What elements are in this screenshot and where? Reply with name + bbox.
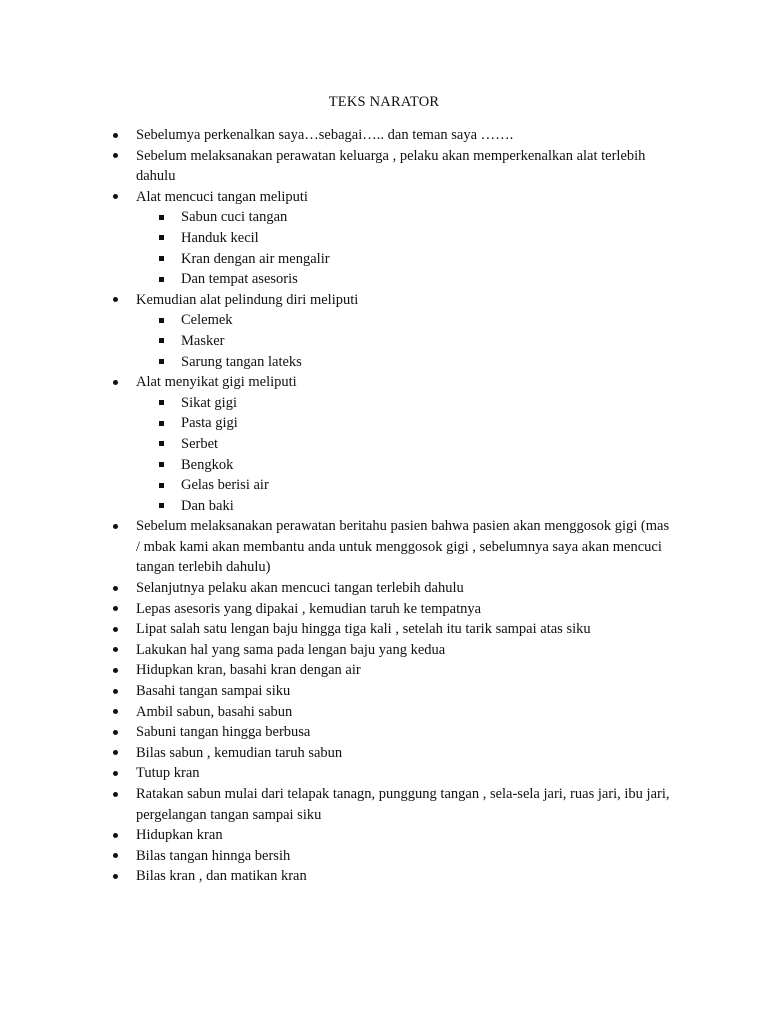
list-item-text: Sabuni tangan hingga berbusa	[136, 724, 311, 741]
sub-list-item-text: Sabun cuci tangan	[181, 209, 288, 226]
square-bullet-icon	[159, 462, 164, 467]
bullet-icon	[113, 792, 118, 797]
list-item-text: Lakukan hal yang sama pada lengan baju yang kedua	[136, 641, 446, 658]
bullet-icon	[113, 771, 118, 776]
bullet-icon	[113, 380, 118, 385]
bullet-icon	[113, 297, 118, 302]
list-item	[136, 681, 676, 702]
sub-list-item-text: Kran dengan air mengalir	[181, 250, 330, 267]
sub-list-item	[181, 496, 676, 517]
list-item-text: Ambil sabun, basahi sabun	[136, 703, 293, 720]
bullet-icon	[113, 730, 118, 735]
list-item-text: Ratakan sabun mulai dari telapak tanagn, punggung tangan , sela-sela jari, ruas jari, ibu jari, pergelangan tangan sampai siku	[136, 786, 670, 823]
list-item-text: Selanjutnya pelaku akan mencuci tangan terlebih dahulu	[136, 580, 464, 597]
square-bullet-icon	[159, 400, 164, 405]
sub-list-item-text: Masker	[181, 332, 225, 349]
sub-list-item-text: Pasta gigi	[181, 415, 238, 432]
sub-list-item	[181, 352, 676, 373]
list-item	[136, 660, 676, 681]
list-item-text: Basahi tangan sampai siku	[136, 683, 291, 700]
sub-list-item	[181, 269, 676, 290]
bullet-icon	[113, 647, 118, 652]
bullet-icon	[113, 689, 118, 694]
bullet-icon	[113, 627, 118, 632]
sub-list-item	[181, 475, 676, 496]
bullet-icon	[113, 874, 118, 879]
list-item	[136, 702, 676, 723]
list-item	[136, 290, 676, 372]
list-item-text: Lepas asesoris yang dipakai , kemudian taruh ke tempatnya	[136, 600, 482, 617]
bullet-icon	[113, 586, 118, 591]
sub-list-item	[181, 393, 676, 414]
sub-list	[136, 393, 676, 517]
bullet-icon	[113, 153, 118, 158]
list-item-text: Kemudian alat pelindung diri meliputi	[136, 291, 359, 308]
document-title: TEKS NARATOR	[328, 94, 440, 110]
sub-list-item	[181, 455, 676, 476]
list-item	[136, 619, 676, 640]
list-item	[136, 640, 676, 661]
list-item-text: Bilas kran , dan matikan kran	[136, 868, 307, 885]
square-bullet-icon	[159, 277, 164, 282]
square-bullet-icon	[159, 359, 164, 364]
sub-list-item-text: Sikat gigi	[181, 394, 237, 411]
list-item	[136, 578, 676, 599]
bullet-icon	[113, 194, 118, 199]
sub-list-item-text: Serbet	[181, 435, 219, 452]
list-item	[136, 187, 676, 290]
list-item	[136, 125, 676, 146]
list-item	[136, 516, 676, 578]
list-item-text: Sebelum melaksanakan perawatan beritahu pasien bahwa pasien akan menggosok gigi (mas / mbak kami akan membantu anda untuk menggosok gigi , sebelumnya saya akan mencuci tangan terlebih dahulu)	[136, 518, 670, 576]
list-item	[136, 599, 676, 620]
square-bullet-icon	[159, 421, 164, 426]
square-bullet-icon	[159, 215, 164, 220]
square-bullet-icon	[159, 338, 164, 343]
sub-list-item-text: Gelas berisi air	[181, 477, 269, 494]
bullet-icon	[113, 709, 118, 714]
bullet-icon	[113, 853, 118, 858]
square-bullet-icon	[159, 256, 164, 261]
list-item	[136, 372, 676, 516]
list-item-text: Bilas sabun , kemudian taruh sabun	[136, 744, 343, 761]
list-item	[136, 146, 676, 187]
sub-list-item	[181, 207, 676, 228]
sub-list-item	[181, 310, 676, 331]
sub-list-item	[181, 413, 676, 434]
list-item-text: Bilas tangan hinnga bersih	[136, 847, 291, 864]
list-item	[136, 722, 676, 743]
sub-list-item	[181, 331, 676, 352]
narration-list	[136, 125, 676, 887]
sub-list-item	[181, 228, 676, 249]
sub-list-item-text: Celemek	[181, 312, 233, 329]
list-item	[136, 866, 676, 887]
list-item-text: Lipat salah satu lengan baju hingga tiga kali , setelah itu tarik sampai atas siku	[136, 621, 591, 638]
list-item-text: Sebelumya perkenalkan saya…sebagai….. dan teman saya …….	[136, 127, 514, 143]
square-bullet-icon	[159, 318, 164, 323]
bullet-icon	[113, 606, 118, 611]
bullet-icon	[113, 524, 118, 529]
list-item-text: Sebelum melaksanakan perawatan keluarga , pelaku akan memperkenalkan alat terlebih dahulu	[136, 147, 646, 185]
sub-list-item	[181, 249, 676, 270]
bullet-icon	[113, 750, 118, 755]
list-item	[136, 846, 676, 867]
list-item-text: Hidupkan kran	[136, 827, 223, 844]
sub-list-item-text: Sarung tangan lateks	[181, 353, 302, 370]
square-bullet-icon	[159, 441, 164, 446]
bullet-icon	[113, 833, 118, 838]
list-item	[136, 825, 676, 846]
list-item	[136, 784, 676, 825]
sub-list	[136, 310, 676, 372]
list-item-text: Alat mencuci tangan meliputi	[136, 188, 308, 205]
list-item	[136, 763, 676, 784]
list-item-text: Hidupkan kran, basahi kran dengan air	[136, 662, 361, 679]
bullet-icon	[113, 133, 118, 138]
list-item-text: Tutup kran	[136, 765, 200, 782]
sub-list-item	[181, 434, 676, 455]
square-bullet-icon	[159, 235, 164, 240]
square-bullet-icon	[159, 503, 164, 508]
list-item	[136, 743, 676, 764]
sub-list	[136, 207, 676, 289]
sub-list-item-text: Handuk kecil	[181, 229, 259, 246]
square-bullet-icon	[159, 483, 164, 488]
sub-list-item-text: Dan baki	[181, 497, 234, 514]
bullet-icon	[113, 668, 118, 673]
sub-list-item-text: Dan tempat asesoris	[181, 271, 298, 288]
sub-list-item-text: Bengkok	[181, 456, 234, 473]
list-item-text: Alat menyikat gigi meliputi	[136, 374, 297, 391]
